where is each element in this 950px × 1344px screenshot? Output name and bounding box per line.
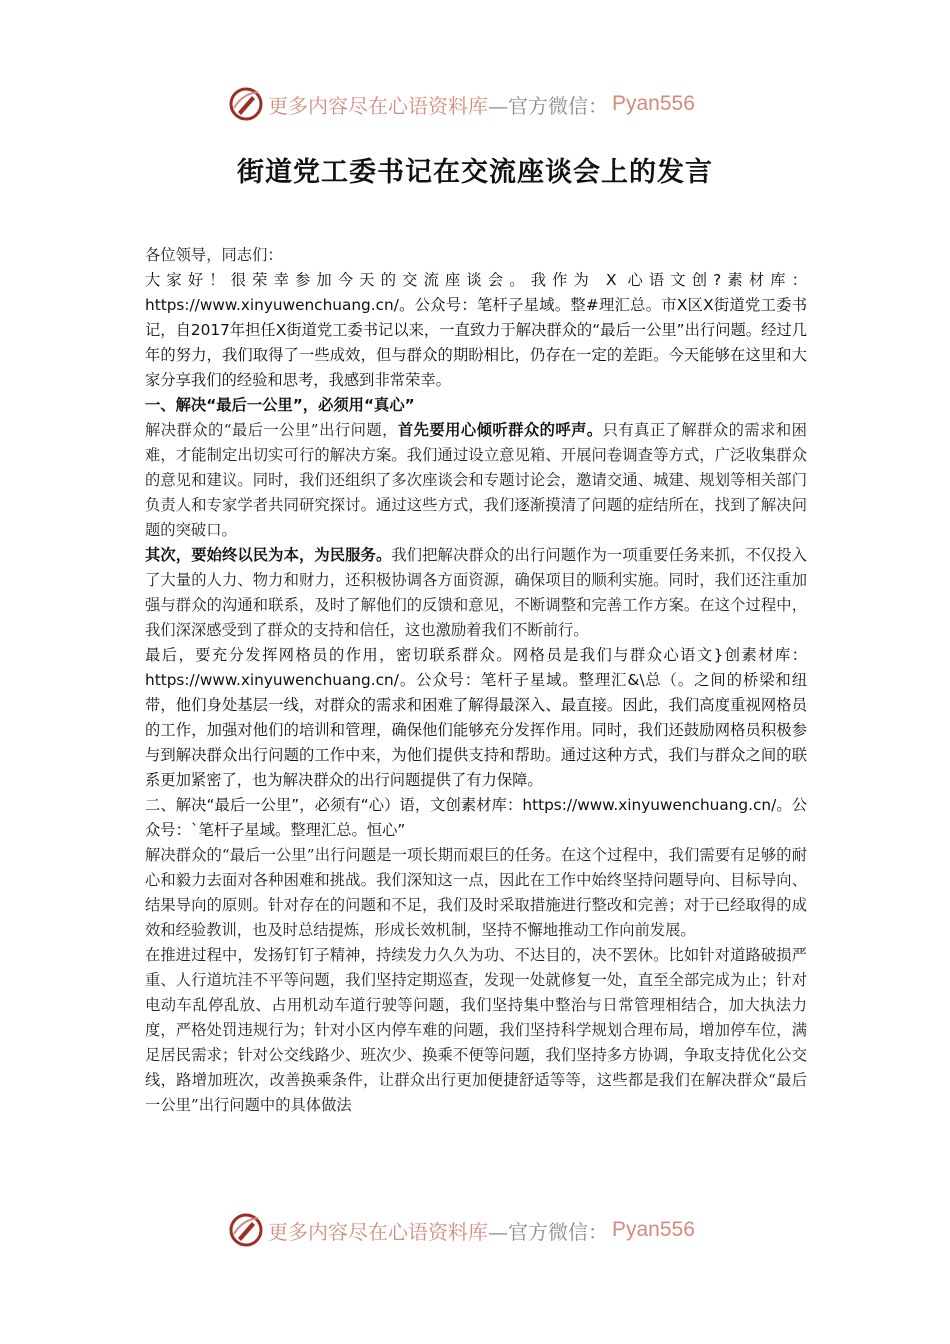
text-run: 我们把解决群众的出行问题作为一项重要任务来抓，不仅投入了大量的人力、物力和财力，还积极协调各方面资源，确保项目的顺利实施。同时，我们还注重加强与群众的沟通和联系，及时了解他们的反馈和意见，不断调整和完善工作方案。在这个过程中，我们深深感受到了群众的支持和信任，这也激励着我们不断前行。 (145, 546, 807, 639)
paragraph (145, 643, 807, 793)
text-run: 解决群众的“最后一公里”出行问题， (145, 421, 398, 439)
text-run: 在推进过程中，发扬钉钉子精神，持续发力久久为功、不达目的，决不罢休。比如针对道路破损严重、人行道坑洼不平等问题，我们坚持定期巡查，发现一处就修复一处，直至全部完成为止；针对电动车乱停乱放、占用机动车道行驶等问题，我们坚持集中整治与日常管理相结合，加大执法力度，严格处罚违规行为；针对小区内停车难的问题，我们坚持科学规划合理布局，增加停车位，满足居民需求；针对公交线路少、班次少、换乘不便等问题，我们坚持多方协调，争取支持优化公交线，路增加班次，改善换乘条件，让群众出行更加便捷舒适等等，这些都是我们在解决群众“最后一公里”出行问题中的具体做法 (145, 946, 807, 1114)
section-heading (145, 393, 807, 418)
banner-wechat-label: —官方微信： (488, 1219, 608, 1244)
section-heading (145, 793, 807, 843)
document-title: 街道党工委书记在交流座谈会上的发言 (237, 157, 713, 188)
paragraph (145, 943, 807, 1118)
paragraph (145, 543, 807, 643)
header-banner (228, 84, 728, 124)
banner-text: 更多内容尽在心语资料库 (268, 93, 488, 118)
footer-banner (228, 1210, 728, 1250)
paragraph (145, 418, 807, 543)
paragraph (145, 268, 807, 393)
text-run: 只有真正了解群众的需求和困难，才能制定出切实可行的解决方案。我们通过设立意见箱、开展问卷调查等方式，广泛收集群众的意见和建议。同时，我们还组织了多次座谈会和专题讨论会，邀请交通、城建、规划等相关部门负责人和专家学者共同研究探讨。通过这些方式，我们逐渐摸清了问题的症结所在，找到了解决问题的突破口。 (145, 421, 807, 539)
text-run: 二、解决“最后一公里”，必须有“心）语，文创素材库：https://www.xinyuwenchuang.cn/。公众号：`笔杆子星域。整理汇总。恒心” (145, 796, 807, 839)
banner-text: 更多内容尽在心语资料库 (268, 1219, 488, 1244)
paragraph (145, 843, 807, 943)
text-run: 各位领导，同志们： (145, 246, 283, 264)
text-run: 最后，要充分发挥网格员的作用，密切联系群众。网格员是我们与群众心语文}创素材库：https://www.xinyuwenchuang.cn/。公众号：笔杆子星域。整理汇&\总（。之间的桥梁和纽带，他们身处基层一线，对群众的需求和困难了解得最深入、最直接。因此，我们高度重视网格员的工作，加强对他们的培训和管理，确保他们能够充分发挥作用。同时，我们还鼓励网格员积极参与到解决群众出行问题的工作中来，为他们提供支持和帮助。通过这种方式，我们与群众之间的联系更加紧密了，也为解决群众的出行问题提供了有力保障。 (145, 646, 807, 789)
banner-wechat-label: —官方微信： (488, 93, 608, 118)
text-run: 解决群众的“最后一公里”出行问题是一项长期而艰巨的任务。在这个过程中，我们需要有足够的耐心和毅力去面对各种困难和挑战。我们深知这一点，因此在工作中始终坚持问题导向、目标导向、结果导向的原则。针对存在的问题和不足，我们及时采取措施进行整改和完善；对于已经取得的成效和经验教训，也及时总结提炼，形成长效机制，坚持不懈地推动工作向前发展。 (145, 846, 807, 939)
paragraph (145, 243, 807, 268)
pen-logo-icon (228, 1212, 264, 1248)
text-run: 大家好！很荣幸参加今天的交流座谈会。我作为 X 心语文创?素材库：https://www.xinyuwenchuang.cn/。公众号：笔杆子星域。整#理汇总。市X区X街道党工委书记，自2017年担任X街道党工委书记以来，一直致力于解决群众的“最后一公里”出行问题。经过几年的努力，我们取得了一些成效，但与群众的期盼相比，仍存在一定的差距。今天能够在这里和大家分享我们的经验和思考，我感到非常荣幸。 (145, 271, 807, 389)
banner-wechat-id: Pyan556 (612, 1218, 695, 1241)
text-run: 一、解决“最后一公里”，必须用“真心” (145, 396, 415, 414)
banner-wechat-id: Pyan556 (612, 92, 695, 115)
bold-text: 首先要用心倾听群众的呼声。 (397, 421, 603, 439)
bold-text: 其次，要始终以民为本，为民服务。 (145, 546, 392, 564)
pen-logo-icon (228, 86, 264, 122)
document-body (145, 243, 807, 1118)
